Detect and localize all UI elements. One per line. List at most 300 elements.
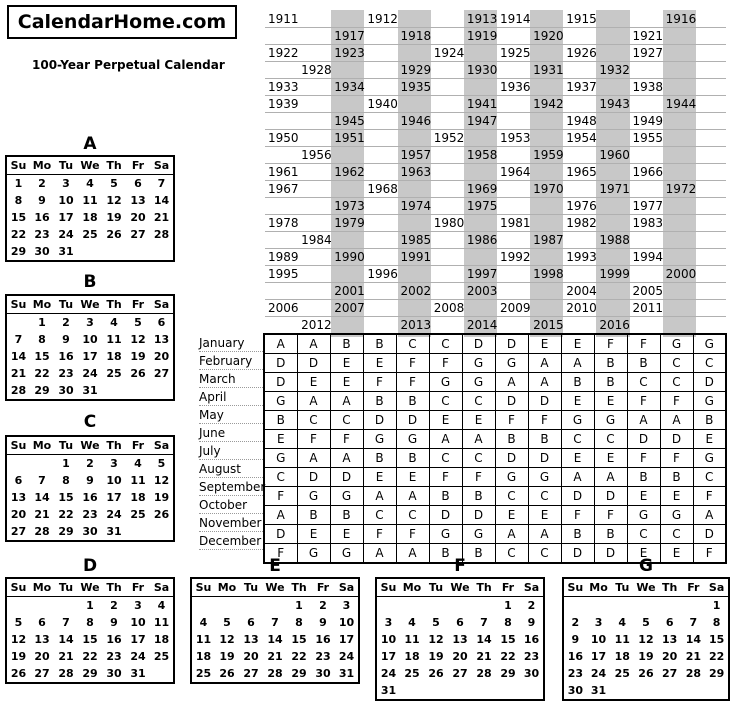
calendar-day: 15 xyxy=(58,491,74,504)
calendar-day: 19 xyxy=(130,350,146,363)
calendar-code-cell: B xyxy=(495,430,528,449)
calendar-day: 23 xyxy=(315,650,331,663)
year-label: 1945 xyxy=(334,114,365,128)
calendar-day: 15 xyxy=(10,211,27,224)
calendar-code-cell: C xyxy=(528,487,561,506)
weekday-header: Fr xyxy=(316,581,330,594)
calendar-code-cell: B xyxy=(594,525,627,544)
calendar-code-cell: A xyxy=(264,334,297,354)
calendar-code-cell: C xyxy=(660,373,693,392)
calendar-code-cell: C xyxy=(693,468,726,487)
calendar-day xyxy=(472,682,496,700)
calendar-code-cell: B xyxy=(363,449,396,468)
year-label: 1992 xyxy=(499,250,531,264)
site-logo xyxy=(7,5,237,39)
calendar-week xyxy=(563,665,729,682)
calendar-day xyxy=(102,243,126,261)
calendar-e xyxy=(190,577,360,684)
calendar-day: 6 xyxy=(134,177,142,190)
calendar-code-cell: B xyxy=(330,334,363,354)
calendar-day xyxy=(658,597,682,615)
weekday-header: Tu xyxy=(58,298,74,311)
calendar-code-cell: A xyxy=(297,334,330,354)
calendar-code-cell: A xyxy=(396,544,429,564)
weekday-header: Sa xyxy=(153,439,170,452)
calendar-code-cell: B xyxy=(330,506,363,525)
calendar-week xyxy=(563,648,729,665)
calendar-code-cell: E xyxy=(429,411,462,430)
calendar-code-cell: D xyxy=(297,354,330,373)
calendar-code-cell: D xyxy=(594,544,627,564)
year-label: 1978 xyxy=(268,216,299,230)
calendar-day xyxy=(54,597,78,615)
calendar-day: 11 xyxy=(614,633,630,646)
weekday-header: Tu xyxy=(58,439,74,452)
year-label: 1943 xyxy=(599,97,630,111)
calendar-day: 21 xyxy=(685,650,702,663)
weekday-header: Su xyxy=(10,439,27,452)
calendar-day: 11 xyxy=(130,474,146,487)
calendar-code-cell: F xyxy=(561,506,594,525)
calendar-day: 13 xyxy=(130,194,146,207)
calendar-day: 16 xyxy=(82,491,98,504)
calendar-day: 7 xyxy=(480,616,488,629)
calendar-week xyxy=(563,614,729,631)
calendar-day: 22 xyxy=(82,650,98,663)
calendar-day: 20 xyxy=(243,650,259,663)
year-label: 1927 xyxy=(632,46,664,60)
calendar-day: 21 xyxy=(153,211,170,224)
calendar-a xyxy=(5,155,175,262)
calendar-week xyxy=(563,631,729,648)
calendar-day: 31 xyxy=(380,684,397,697)
calendar-day: 15 xyxy=(291,633,307,646)
calendar-day: 15 xyxy=(500,633,516,646)
calendar-code-cell: C xyxy=(693,354,726,373)
weekday-header: Th xyxy=(106,159,122,172)
calendar-code-cell: B xyxy=(297,506,330,525)
calendar-code-cell: B xyxy=(462,487,495,506)
calendar-code-cell: E xyxy=(561,449,594,468)
calendar-day: 25 xyxy=(614,667,630,680)
calendar-day: 12 xyxy=(10,633,27,646)
calendar-code-cell: G xyxy=(495,354,528,373)
calendar-day: 28 xyxy=(10,384,27,397)
calendar-week xyxy=(6,455,174,473)
calendar-day: 24 xyxy=(58,228,74,241)
year-label: 1977 xyxy=(632,199,664,213)
month-code-row xyxy=(264,354,726,373)
weekday-header: Tu xyxy=(58,159,74,172)
calendar-code-cell: G xyxy=(396,430,429,449)
calendar-day: 10 xyxy=(380,633,397,646)
calendar-code-cell: G xyxy=(429,373,462,392)
calendar-code-cell: E xyxy=(396,468,429,487)
weekday-header: Th xyxy=(106,439,122,452)
weekday-header: Fr xyxy=(131,439,145,452)
year-column-shade xyxy=(596,10,629,337)
weekday-header: Tu xyxy=(428,581,444,594)
calendar-day xyxy=(78,243,102,261)
calendar-day: 23 xyxy=(523,650,540,663)
calendar-day: 11 xyxy=(82,194,98,207)
calendar-day: 19 xyxy=(106,211,122,224)
calendar-day: 2 xyxy=(527,599,536,612)
calendar-code-cell: E xyxy=(330,354,363,373)
year-label: 1959 xyxy=(533,148,564,162)
calendar-day: 30 xyxy=(567,684,583,697)
calendar-day: 15 xyxy=(82,633,98,646)
calendar-day: 6 xyxy=(157,316,166,329)
calendar-code-cell: D xyxy=(396,411,429,430)
calendar-day: 30 xyxy=(106,667,122,680)
calendar-day xyxy=(587,597,611,615)
calendar-day: 29 xyxy=(500,667,516,680)
calendar-code-cell: G xyxy=(264,392,297,411)
calendar-code-cell: F xyxy=(429,468,462,487)
calendar-code-cell: G xyxy=(462,525,495,544)
calendar-week xyxy=(191,614,359,631)
calendar-week xyxy=(6,348,174,365)
calendar-day: 6 xyxy=(14,474,23,487)
calendar-code-cell: D xyxy=(627,430,660,449)
calendar-day: 19 xyxy=(638,650,654,663)
calendar-day: 16 xyxy=(106,633,122,646)
calendar-code-cell: G xyxy=(495,468,528,487)
calendar-week xyxy=(191,597,359,615)
year-label: 1990 xyxy=(334,250,365,264)
year-label: 1985 xyxy=(400,233,432,247)
year-label: 1922 xyxy=(268,46,299,60)
calendar-day: 25 xyxy=(106,367,122,380)
year-label: 1956 xyxy=(301,148,332,162)
calendar-day: 14 xyxy=(267,633,283,646)
calendar-day: 3 xyxy=(62,177,70,190)
calendar-code-cell: D xyxy=(693,373,726,392)
calendar-day xyxy=(658,682,682,700)
month-code-row xyxy=(264,373,726,392)
calendar-day: 5 xyxy=(110,177,118,190)
year-label: 1957 xyxy=(400,148,432,162)
calendar-code-cell: A xyxy=(660,411,693,430)
calendar-day: 1 xyxy=(712,599,721,612)
calendar-day: 3 xyxy=(342,599,351,612)
year-label: 1966 xyxy=(632,165,664,179)
calendar-day: 7 xyxy=(14,333,23,346)
weekday-header: Tu xyxy=(615,581,630,594)
calendar-day: 1 xyxy=(86,599,94,612)
calendar-code-cell: F xyxy=(396,354,429,373)
calendar-code-cell: A xyxy=(528,525,561,544)
calendar-code-cell: B xyxy=(561,525,594,544)
calendar-day: 28 xyxy=(34,525,50,538)
calendar-day: 27 xyxy=(130,228,146,241)
year-label: 1982 xyxy=(566,216,597,230)
calendar-day: 29 xyxy=(82,667,98,680)
calendar-code-cell: C xyxy=(561,430,594,449)
calendar-code-cell: F xyxy=(429,354,462,373)
year-label: 2015 xyxy=(533,318,564,332)
calendar-code-cell: G xyxy=(660,506,693,525)
brand-name: CalendarHome.com xyxy=(17,11,227,33)
calendar-day: 12 xyxy=(219,633,235,646)
calendar-day: 27 xyxy=(662,667,678,680)
calendar-code-cell: C xyxy=(429,334,462,354)
year-label: 1972 xyxy=(665,182,697,196)
calendar-day: 17 xyxy=(590,650,607,663)
calendar-day: 21 xyxy=(34,508,50,521)
year-column-shade xyxy=(663,10,696,337)
calendar-week xyxy=(6,597,174,615)
calendar-day: 28 xyxy=(267,667,283,680)
calendar-day xyxy=(376,597,400,615)
calendar-code-cell: C xyxy=(495,544,528,564)
calendar-day: 13 xyxy=(153,333,170,346)
year-label: 1976 xyxy=(566,199,597,213)
calendar-code-cell: G xyxy=(561,411,594,430)
calendar-day: 17 xyxy=(130,633,146,646)
calendar-day: 31 xyxy=(590,684,607,697)
calendar-day: 20 xyxy=(452,650,468,663)
calendar-code-cell: F xyxy=(495,411,528,430)
calendar-day: 2 xyxy=(571,616,580,629)
weekday-header: Sa xyxy=(153,298,170,311)
calendar-code-cell: A xyxy=(297,392,330,411)
year-label: 1941 xyxy=(466,97,498,111)
year-label: 1918 xyxy=(400,29,432,43)
calendar-day: 13 xyxy=(34,633,50,646)
calendar-day xyxy=(126,523,150,541)
year-label: 1950 xyxy=(268,131,299,145)
calendar-day: 5 xyxy=(223,616,231,629)
calendar-day xyxy=(150,382,174,400)
year-label: 2005 xyxy=(632,284,664,298)
calendar-code-cell: B xyxy=(627,354,660,373)
calendar-day: 19 xyxy=(153,491,170,504)
calendar-day: 4 xyxy=(134,457,142,470)
weekday-header: Th xyxy=(476,581,492,594)
calendar-week xyxy=(563,597,729,615)
calendar-day: 10 xyxy=(82,333,98,346)
calendar-day: 26 xyxy=(638,667,654,680)
calendar-day xyxy=(30,455,54,473)
calendar-day xyxy=(634,682,658,700)
year-label: 1991 xyxy=(400,250,432,264)
year-label: 1995 xyxy=(268,267,299,281)
calendar-day: 15 xyxy=(34,350,50,363)
calendar-day: 27 xyxy=(243,667,259,680)
calendar-day xyxy=(634,597,658,615)
calendar-day: 2 xyxy=(62,316,70,329)
year-label: 1973 xyxy=(334,199,365,213)
calendar-day: 15 xyxy=(708,633,725,646)
calendar-code-cell: E xyxy=(561,392,594,411)
year-label: 2011 xyxy=(632,301,664,315)
calendar-week xyxy=(191,631,359,648)
month-code-table xyxy=(263,333,727,564)
calendar-day: 4 xyxy=(408,616,416,629)
calendar-code-cell: C xyxy=(330,411,363,430)
weekday-header: Th xyxy=(106,298,122,311)
calendar-day: 5 xyxy=(432,616,440,629)
calendar-day: 1 xyxy=(62,457,70,470)
calendar-day: 14 xyxy=(10,350,27,363)
calendar-day: 20 xyxy=(130,211,146,224)
calendar-week xyxy=(6,648,174,665)
calendar-day: 26 xyxy=(153,508,170,521)
weekday-header: Su xyxy=(10,581,27,594)
month-code-row xyxy=(264,411,726,430)
calendar-day: 4 xyxy=(199,616,208,629)
year-label: 1915 xyxy=(566,12,597,26)
weekday-header: We xyxy=(265,581,285,594)
year-label: 1963 xyxy=(400,165,432,179)
calendar-day: 28 xyxy=(153,228,170,241)
year-label: 1981 xyxy=(499,216,531,230)
calendar-day: 8 xyxy=(295,616,303,629)
calendar-code-cell: E xyxy=(330,373,363,392)
calendar-day: 8 xyxy=(38,333,46,346)
calendar-code-cell: D xyxy=(594,487,627,506)
calendar-day: 26 xyxy=(428,667,444,680)
calendar-day: 16 xyxy=(315,633,331,646)
year-label: 1958 xyxy=(466,148,498,162)
calendar-code-cell: A xyxy=(528,354,561,373)
year-label: 1961 xyxy=(268,165,299,179)
calendar-day: 7 xyxy=(271,616,279,629)
calendar-week xyxy=(376,665,544,682)
weekday-header: We xyxy=(80,159,100,172)
calendar-code-cell: A xyxy=(330,392,363,411)
weekday-header: Sa xyxy=(338,581,355,594)
calendar-day: 12 xyxy=(106,194,122,207)
calendar-day xyxy=(563,597,587,615)
year-label: 1921 xyxy=(632,29,664,43)
year-label: 1944 xyxy=(665,97,697,111)
calendar-code-cell: D xyxy=(693,525,726,544)
calendar-code-cell: D xyxy=(264,525,297,544)
calendar-day: 22 xyxy=(34,367,50,380)
calendar-day: 20 xyxy=(662,650,678,663)
calendar-letter: C xyxy=(83,412,97,432)
calendar-day: 26 xyxy=(10,667,27,680)
calendar-day: 7 xyxy=(689,616,698,629)
calendar-day xyxy=(424,597,448,615)
calendar-day: 6 xyxy=(456,616,464,629)
calendar-day xyxy=(126,243,150,261)
calendar-day: 19 xyxy=(428,650,444,663)
calendar-letter: G xyxy=(639,556,653,576)
calendar-code-cell: A xyxy=(363,487,396,506)
month-code-row xyxy=(264,334,726,354)
calendar-code-cell: A xyxy=(495,373,528,392)
year-label: 2013 xyxy=(400,318,432,332)
calendar-code-cell: G xyxy=(693,392,726,411)
calendar-day: 23 xyxy=(82,508,98,521)
year-label: 1934 xyxy=(334,80,365,94)
calendar-code-cell: A xyxy=(627,411,660,430)
calendar-day xyxy=(6,597,30,615)
calendar-day: 3 xyxy=(86,316,94,329)
year-label: 1942 xyxy=(533,97,564,111)
month-code-row xyxy=(264,506,726,525)
calendar-day: 14 xyxy=(153,194,170,207)
calendar-day: 11 xyxy=(195,633,212,646)
calendar-code-cell: A xyxy=(297,449,330,468)
weekday-header: Tu xyxy=(243,581,259,594)
month-label: February xyxy=(199,352,263,370)
calendar-code-cell: B xyxy=(396,449,429,468)
year-label: 1914 xyxy=(499,12,531,26)
calendar-day: 18 xyxy=(195,650,212,663)
calendar-day: 29 xyxy=(58,525,74,538)
calendar-code-cell: C xyxy=(462,449,495,468)
calendar-day: 25 xyxy=(195,667,212,680)
calendar-day xyxy=(191,597,215,615)
calendar-day: 1 xyxy=(14,177,23,190)
calendar-code-cell: G xyxy=(627,506,660,525)
calendar-code-cell: D xyxy=(462,334,495,354)
calendar-day xyxy=(239,597,263,615)
calendar-code-cell: D xyxy=(462,506,495,525)
calendar-day: 19 xyxy=(219,650,235,663)
weekday-header: Su xyxy=(380,581,397,594)
year-label: 1965 xyxy=(566,165,597,179)
calendar-code-cell: G xyxy=(594,411,627,430)
calendar-day: 25 xyxy=(404,667,420,680)
calendar-day: 31 xyxy=(338,667,355,680)
calendar-week xyxy=(6,472,174,489)
calendar-day: 2 xyxy=(110,599,118,612)
calendar-code-cell: G xyxy=(693,334,726,354)
year-label: 1940 xyxy=(367,97,398,111)
calendar-day: 8 xyxy=(504,616,512,629)
year-label: 1993 xyxy=(566,250,597,264)
calendar-day: 7 xyxy=(157,177,166,190)
calendar-day xyxy=(682,597,706,615)
calendar-code-cell: C xyxy=(429,392,462,411)
calendar-day: 30 xyxy=(523,667,540,680)
calendar-code-cell: F xyxy=(363,525,396,544)
calendar-code-cell: B xyxy=(396,392,429,411)
year-label: 1994 xyxy=(632,250,664,264)
calendar-code-cell: B xyxy=(561,373,594,392)
calendar-code-cell: E xyxy=(495,506,528,525)
year-label: 1997 xyxy=(466,267,498,281)
calendar-day: 18 xyxy=(130,491,146,504)
calendar-day xyxy=(448,597,472,615)
calendar-code-cell: G xyxy=(462,373,495,392)
year-label: 1912 xyxy=(367,12,398,26)
year-label: 1984 xyxy=(301,233,332,247)
year-label: 1955 xyxy=(632,131,664,145)
weekday-header: Th xyxy=(106,581,122,594)
year-label: 1931 xyxy=(533,63,564,77)
calendar-code-cell: E xyxy=(330,525,363,544)
calendar-day: 9 xyxy=(527,616,536,629)
calendar-day: 13 xyxy=(452,633,468,646)
calendar-week xyxy=(376,648,544,665)
calendar-day xyxy=(610,597,634,615)
calendar-day: 6 xyxy=(247,616,255,629)
calendar-day: 3 xyxy=(384,616,393,629)
calendar-code-cell: E xyxy=(297,525,330,544)
calendar-day: 14 xyxy=(58,633,74,646)
year-label: 1917 xyxy=(334,29,365,43)
year-label: 1986 xyxy=(466,233,498,247)
calendar-day: 11 xyxy=(404,633,420,646)
calendar-code-cell: B xyxy=(462,544,495,564)
